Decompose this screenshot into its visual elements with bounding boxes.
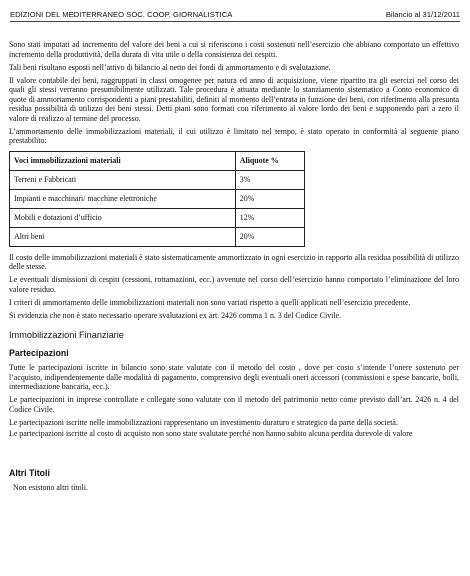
balance-date: Bilancio al 31/12/2011	[385, 10, 460, 19]
paragraph: Tutte le partecipazioni iscritte in bilancio sono state valutate con il metodo del costo , dove per costo s’intende l’onere sostenuto per l’acquisto, indipendentemente dalle modalità di pagamento, comprensivo degli eventuali oneri accessori (commissioni e spese bancarie, bolli, intermediazione bancaria, ecc.).	[9, 363, 459, 391]
table-row	[10, 170, 305, 189]
paragraph: Sono stati imputati ad incremento del valore dei beni a cui si riferiscono i costi sostenuti nell’esercizio che abbiano comportato un effettivo incremento della produttività, della durata di vita utile o della consistenza dei cespiti.	[9, 40, 459, 59]
column-header-asset: Voci immobilizzazioni materiali	[10, 151, 236, 170]
paragraph: Le partecipazioni in imprese controllate e collegate sono valutate con il metodo del patrimonio netto come previsto dall’art. 2426 n. 4 del Codice Civile.	[9, 395, 459, 414]
column-header-rate: Aliquote %	[235, 151, 304, 170]
company-name: EDIZIONI DEL MEDITERRANEO SOC. COOP. GIORNALISTICA	[10, 10, 233, 19]
rate-cell: 3%	[235, 170, 304, 189]
paragraph: Non esistono altri titoli.	[13, 483, 88, 492]
subsection-title-altri-titoli: Altri Titoli	[9, 468, 50, 478]
paragraph: Le partecipazioni iscritte nelle immobilizzazioni rappresentano un investimento duraturo e strategico da parte della società.	[9, 417, 398, 427]
header-rule	[10, 21, 460, 22]
paragraph: Le partecipazioni iscritte al costo di acquisto non sono state svalutate perché non hanno subito alcuna perdita durevole di valore	[9, 429, 413, 438]
rate-cell: 20%	[235, 189, 304, 208]
depreciation-rates-table	[9, 151, 305, 247]
spacer	[9, 442, 459, 460]
paragraph: Il valore contabile dei beni, raggruppati in classi omogenee per natura ed anno di acquisizione, viene ripartito tra gli esercizi nel corso dei quali gli stessi verranno presumibilmente utilizzati. Tale procedura è attuata mediante lo stanziamento sistematico a Conto economico di quote di ammortamento corrispondenti a piani prestabiliti, definiti al momento dell’entrata in funzione dei beni, con riferimento alla presunta residua possibilità di utilizzo dei beni stessi. Detti piani sono formati con riferimento al valore lordo dei beni e supponendo pari a zero il valore di realizzo al termine del processo.	[9, 75, 459, 123]
asset-cell: Mobili e dotazioni d’ufficio	[10, 208, 236, 227]
section-title: Immobilizzazioni Finanziarie	[9, 330, 124, 340]
paragraph: I criteri di ammortamento delle immobilizzazioni materiali non sono variati rispetto a quelli applicati nell’esercizio precedente.	[9, 297, 411, 307]
paragraph: L’ammortamento delle immobilizzazioni materiali, il cui utilizzo è limitato nel tempo, è stato operato in conformità al seguente piano prestabilito:	[9, 126, 459, 145]
rate-cell: 20%	[235, 227, 304, 246]
asset-cell: Terreni e Fabbricati	[10, 170, 236, 189]
subsection-title-partecipazioni: Partecipazioni	[9, 348, 69, 358]
table-header-row	[10, 151, 305, 170]
table-row	[10, 208, 305, 227]
asset-cell: Altri beni	[10, 227, 236, 246]
page-header	[10, 10, 460, 26]
paragraph: Tali beni risultano esposti nell’attivo di bilancio al netto dei fondi di ammortamento e di svalutazione.	[9, 62, 331, 72]
asset-cell: Impianti e macchinari/ macchine elettroniche	[10, 189, 236, 208]
table-row	[10, 227, 305, 246]
table-row	[10, 189, 305, 208]
paragraph: Le eventuali dismissioni di cespiti (cessioni, rottamazioni, ecc.) avvenute nel corso dell’esercizio hanno comportato l’eliminazione del loro valore residuo.	[9, 275, 459, 294]
rate-cell: 12%	[235, 208, 304, 227]
paragraph: Si evidenzia che non è stato necessario operare svalutazioni ex art. 2426 comma 1 n. 3 del Codice Civile.	[9, 310, 341, 320]
paragraph: Il costo delle immobilizzazioni materiali è stato sistematicamente ammortizzato in ogni esercizio in rapporto alla residua possibilità di utilizzo delle stesse.	[9, 252, 459, 271]
document-body	[9, 40, 459, 492]
